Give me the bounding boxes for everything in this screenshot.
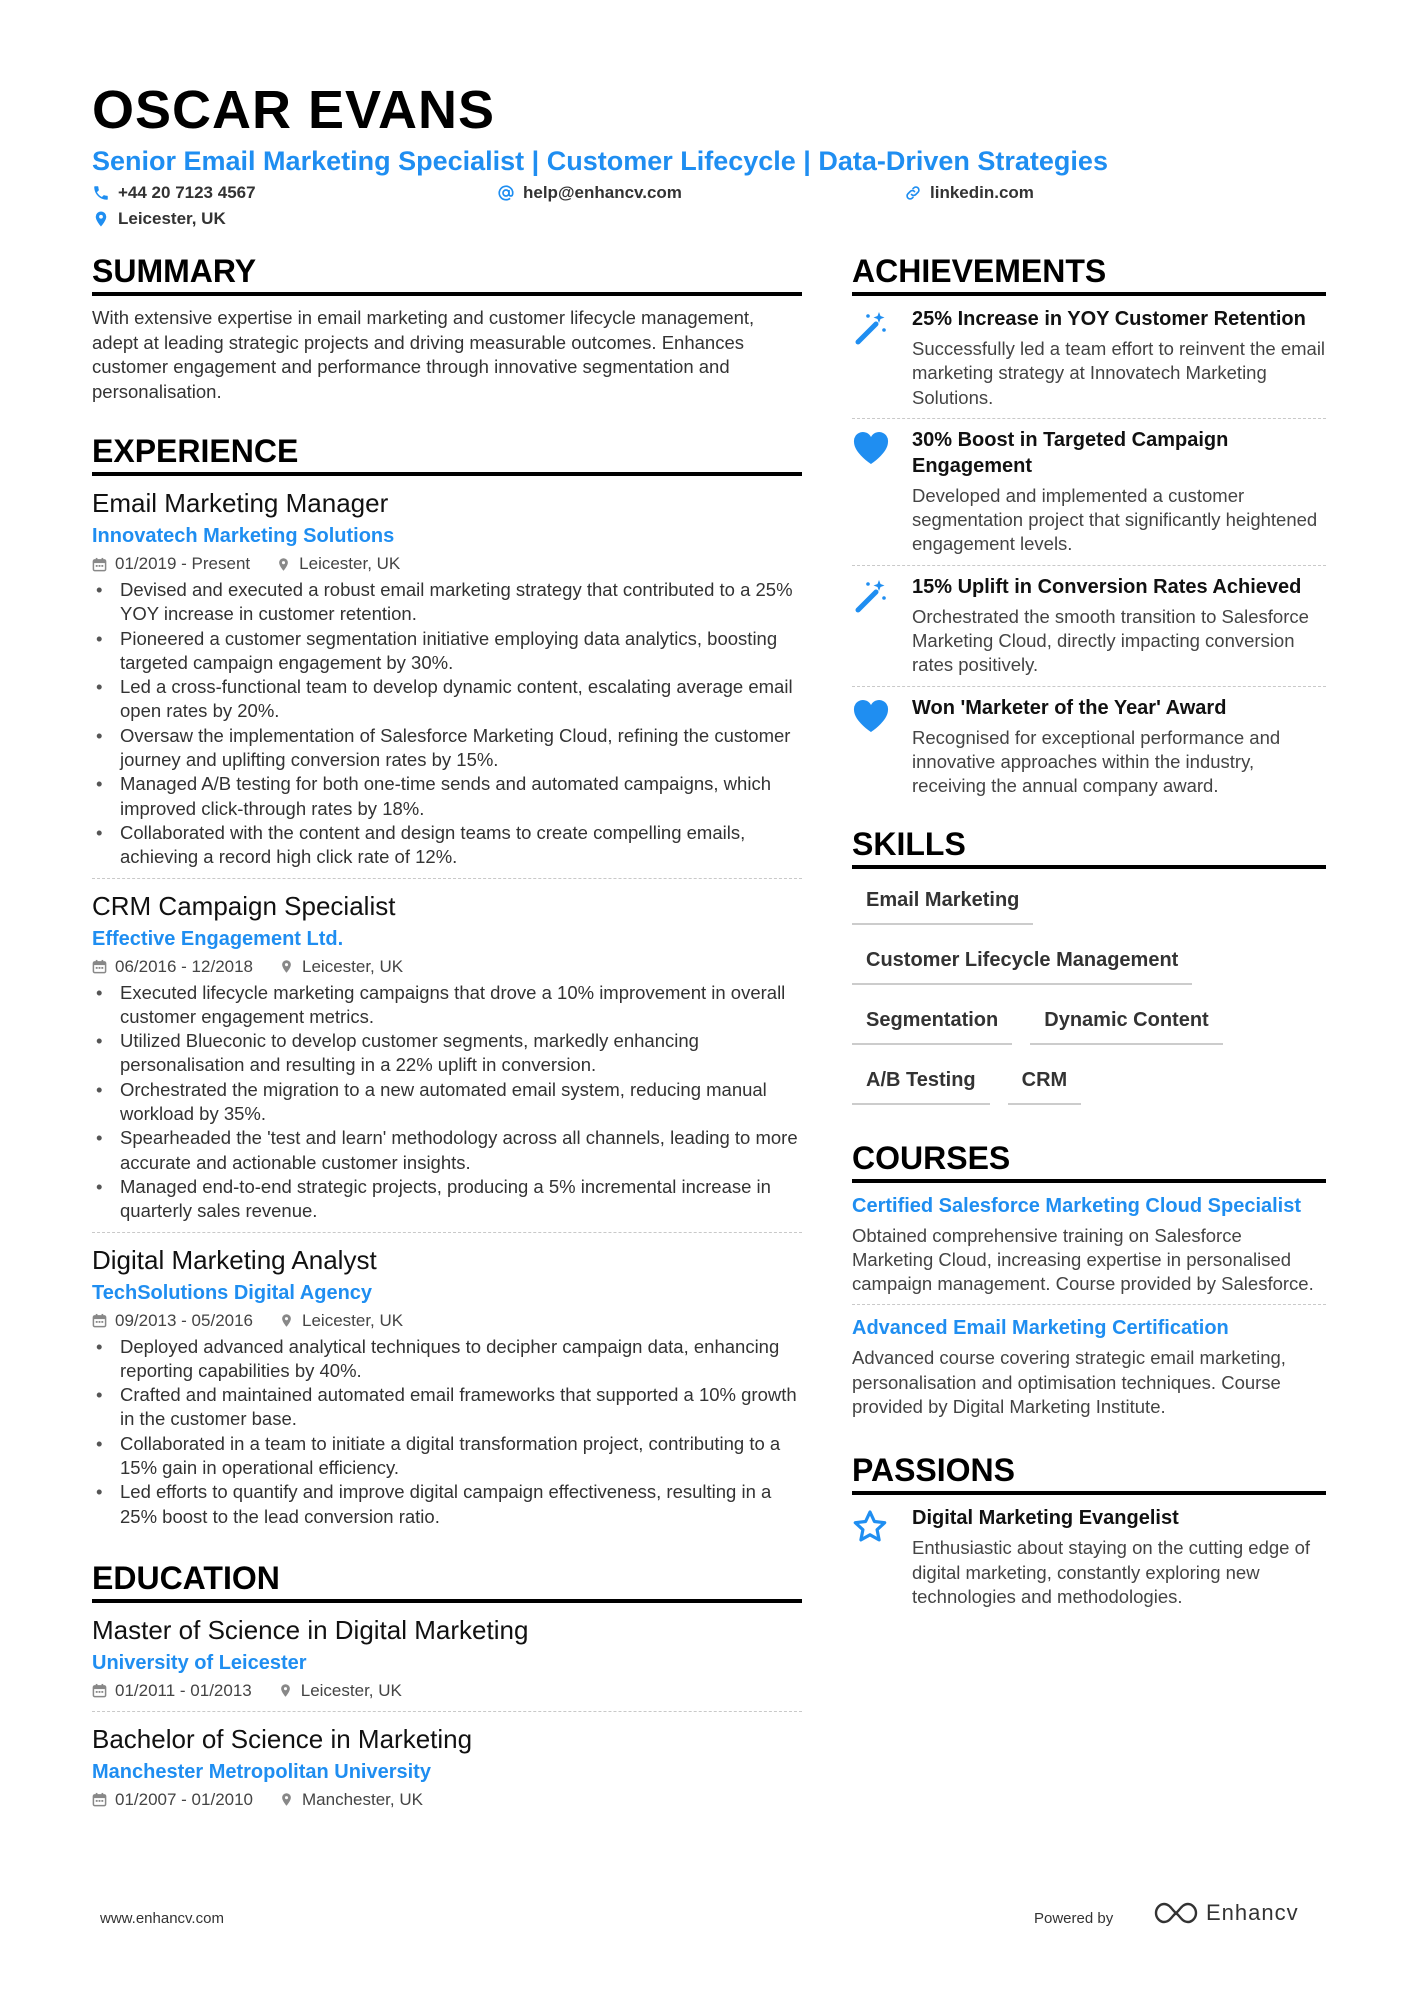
at-sign-icon [497,184,515,202]
experience-item [92,1243,802,1537]
contact-email[interactable] [497,182,682,204]
course-item [852,1315,1326,1427]
skills-list [852,877,1326,1117]
skill-tag: Dynamic Content [1030,997,1222,1045]
left-column [92,252,802,1830]
job-bullet: • Led efforts to quantify and improve digital campaign effectiveness, resulting in a 25% boost to the lead conversion ratio. [92,1480,802,1529]
degree-title: Bachelor of Science in Marketing [92,1723,473,1754]
achievement-desc: Successfully led a team effort to reinvent the email marketing strategy at Innovatech Marketing Solutions. [912,338,1326,408]
job-bullets [92,578,802,870]
linkedin-text: linkedin.com [930,183,1034,202]
achievement-title: 25% Increase in YOY Customer Retention [912,308,1306,330]
experience-item [92,486,802,879]
magic-wand-icon [852,310,888,346]
education-heading: EDUCATION [92,1559,802,1603]
job-title: Digital Marketing Analyst [92,1244,377,1275]
job-dates: 06/2016 - 12/2018 [115,956,254,976]
achievement-item [852,419,1326,566]
job-bullet: • Pioneered a customer segmentation initiative employing data analytics, boosting targeted campaign engagement by 30%. [92,627,802,676]
passion-title: Digital Marketing Evangelist [912,1507,1179,1530]
job-bullet: • Spearheaded the 'test and learn' methodology across all channels, leading to more accurate and actionable customer insights. [92,1126,802,1175]
job-bullet: • Oversaw the implementation of Salesforce Marketing Cloud, refining the customer journey and uplifting conversion rates by 15%. [92,724,802,773]
education-meta [92,1788,802,1812]
job-bullet: • Deployed advanced analytical techniques to decipher campaign data, enhancing reporting capabilities by 40%. [92,1335,802,1384]
skills-heading: SKILLS [852,825,1326,869]
job-location-text: Leicester, UK [299,554,401,573]
skill-tag: Customer Lifecycle Management [852,937,1192,985]
enhancv-brand-text: Enhancv [1206,1900,1299,1925]
achievements-heading: ACHIEVEMENTS [852,252,1326,296]
calendar-icon [92,1792,107,1807]
job-bullet: • Devised and executed a robust email marketing strategy that contributed to a 25% YOY increase in customer retention. [92,578,802,627]
job-bullet: • Crafted and maintained automated email frameworks that supported a 10% growth in the customer base. [92,1383,802,1432]
phone-icon [92,184,110,202]
course-title: Certified Salesforce Marketing Cloud Specialist [852,1194,1302,1217]
school-name: University of Leicester [92,1651,307,1674]
course-title: Advanced Email Marketing Certification [852,1317,1229,1340]
achievement-title: Won 'Marketer of the Year' Award [912,696,1227,719]
experience-heading: EXPERIENCE [92,432,802,476]
education-dates: 01/2007 - 01/2010 [115,1789,254,1809]
courses-heading: COURSES [852,1139,1326,1183]
job-location-text: Leicester, UK [302,956,404,976]
job-bullet: • Managed end-to-end strategic projects, producing a 5% incremental increase in quarterly sales revenue. [92,1175,802,1224]
job-bullet: • Utilized Blueconic to develop customer segments, markedly enhancing personalisation and resulting in a 22% uplift in conversion. [92,1029,802,1078]
candidate-name: OSCAR EVANS [92,80,496,140]
footer-powered-by: Powered by [1034,1910,1114,1927]
achievement-title: 15% Uplift in Conversion Rates Achieved [912,575,1302,598]
skill-tag: A/B Testing [852,1057,990,1105]
education-item [92,1722,802,1820]
job-bullet: • Executed lifecycle marketing campaigns that drove a 10% improvement in overall customer engagement metrics. [92,981,802,1030]
location-pin-icon [276,557,291,572]
job-location [279,1309,403,1333]
passion-item [852,1497,1326,1617]
job-bullets [92,981,802,1224]
job-location [279,955,403,979]
education-item [92,1613,802,1712]
education-location-text: Leicester, UK [300,1680,402,1700]
job-meta [92,552,802,576]
job-location [276,552,400,576]
location-text: Leicester, UK [118,209,226,228]
achievement-item [852,687,1326,807]
calendar-icon [92,959,107,974]
contact-linkedin[interactable] [904,182,1034,204]
education-location [278,1679,402,1703]
calendar-icon [92,1313,107,1328]
job-bullet: • Collaborated with the content and design teams to create compelling emails, achieving a record high click rate of 12%. [92,821,802,870]
job-bullet: • Managed A/B testing for both one-time sends and automated campaigns, which improved click-through rates by 18%. [92,772,802,821]
skill-tag: Segmentation [852,997,1012,1045]
contact-location [92,208,226,230]
school-name: Manchester Metropolitan University [92,1760,431,1783]
location-pin-icon [279,959,294,974]
location-pin-icon [279,1313,294,1328]
experience-item [92,889,802,1233]
education-location-text: Manchester, UK [302,1789,423,1809]
star-icon [852,1509,888,1545]
calendar-icon [92,1683,107,1698]
passions-heading: PASSIONS [852,1451,1326,1495]
job-title: Email Marketing Manager [92,488,389,518]
summary-text: With extensive expertise in email marketing and customer lifecycle management, adept at leading strategic projects and driving measurable outcomes. Enhances customer engagement and performance through innovative segmentation and personalisation. [92,307,755,402]
achievement-item [852,566,1326,687]
phone-text: +44 20 7123 4567 [118,183,256,202]
enhancv-logo [1152,1900,1299,1926]
heart-icon [852,431,890,465]
course-desc: Obtained comprehensive training on Salesforce Marketing Cloud, increasing expertise in personalised campaign management. Course provided by Salesforce. [852,1224,1314,1295]
job-company: TechSolutions Digital Agency [92,1281,373,1304]
job-bullets [92,1335,802,1529]
calendar-icon [92,557,107,572]
job-bullet: • Collaborated in a team to initiate a digital transformation project, contributing to a 15% gain in operational efficiency. [92,1432,802,1481]
education-location [279,1788,423,1812]
job-bullet: • Led a cross-functional team to develop dynamic content, escalating average email open rates by 20%. [92,675,802,724]
job-dates: 01/2019 - Present [115,554,251,573]
job-bullet: • Orchestrated the migration to a new automated email system, reducing manual workload by 35%. [92,1078,802,1127]
course-desc: Advanced course covering strategic email marketing, personalisation and optimisation techniques. Course provided by Digital Marketing Institute. [852,1347,1286,1418]
achievement-item [852,298,1326,419]
email-text: help@enhancv.com [523,183,682,202]
job-dates: 09/2013 - 05/2016 [115,1310,254,1330]
job-company: Innovatech Marketing Solutions [92,525,395,547]
job-location-text: Leicester, UK [302,1310,404,1330]
contact-phone[interactable] [92,182,256,204]
footer-url[interactable]: www.enhancv.com [100,1910,224,1927]
education-dates: 01/2011 - 01/2013 [115,1680,252,1700]
achievement-title: 30% Boost in Targeted Campaign Engagement [912,428,1229,477]
achievement-desc: Orchestrated the smooth transition to Salesforce Marketing Cloud, directly impacting conversion rates positively. [912,605,1309,676]
heart-icon [852,699,890,733]
enhancv-logo-icon [1152,1900,1200,1926]
education-meta [92,1679,802,1703]
achievement-desc: Recognised for exceptional performance and innovative approaches within the industry, receiving the annual company award. [912,726,1281,797]
job-meta [92,955,802,979]
location-pin-icon [92,210,110,228]
course-item [852,1193,1326,1306]
achievement-desc: Developed and implemented a customer segmentation project that significantly heightened engagement levels. [912,484,1318,555]
skill-tag: CRM [1008,1057,1082,1105]
job-company: Effective Engagement Ltd. [92,927,344,950]
degree-title: Master of Science in Digital Marketing [92,1614,529,1645]
summary-heading: SUMMARY [92,252,802,296]
job-meta [92,1309,802,1333]
link-icon [904,184,922,202]
right-column [852,252,1326,1617]
passion-desc: Enthusiastic about staying on the cutting edge of digital marketing, constantly exploring new technologies and methodologies. [912,1537,1311,1607]
candidate-headline: Senior Email Marketing Specialist | Customer Lifecycle | Data-Driven Strategies [92,146,1108,176]
job-title: CRM Campaign Specialist [92,890,396,921]
location-pin-icon [279,1792,294,1807]
skill-tag: Email Marketing [852,877,1033,925]
magic-wand-icon [852,578,888,614]
location-pin-icon [278,1683,293,1698]
